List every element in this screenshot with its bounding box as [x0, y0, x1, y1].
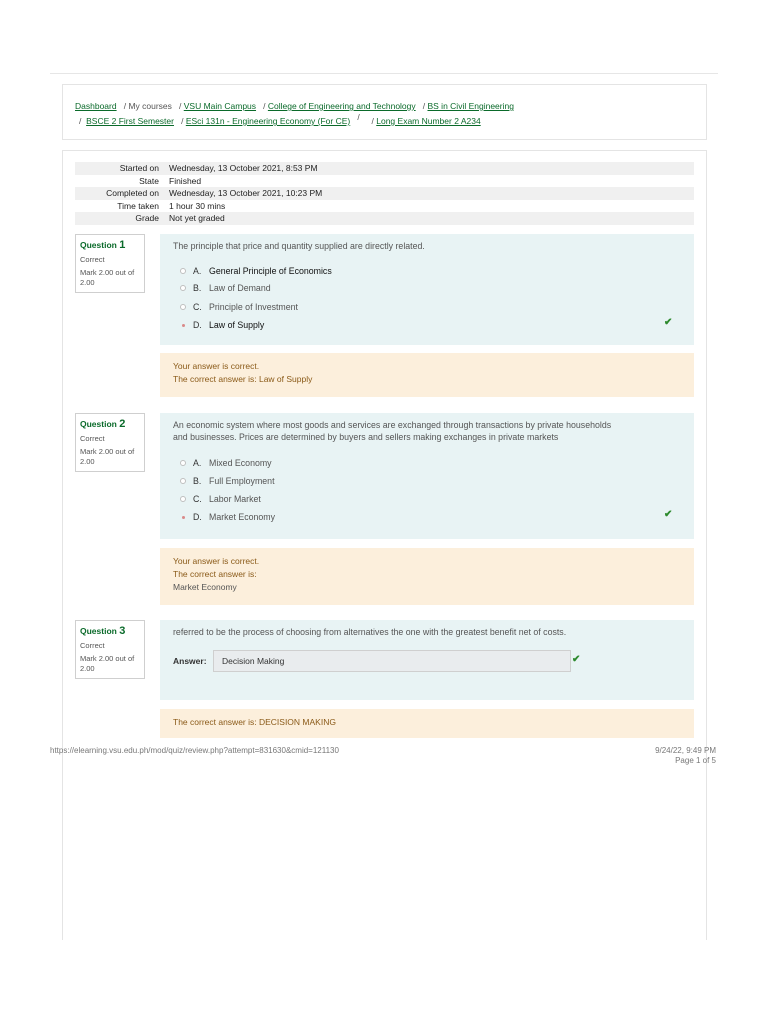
summary-key: Completed on	[106, 188, 159, 198]
option-letter: C.	[193, 302, 202, 312]
answer-label: Answer:	[173, 656, 207, 666]
feedback-correct: Your answer is correct.	[173, 361, 260, 371]
summary-value: Not yet graded	[169, 213, 225, 223]
feedback-correct: Your answer is correct.	[173, 556, 260, 566]
breadcrumb-college[interactable]: College of Engineering and Technology	[267, 101, 416, 111]
question-label: Question	[80, 419, 117, 429]
question-info-1	[75, 234, 145, 293]
attempt-summary-table	[75, 162, 694, 225]
radio-selected-icon[interactable]	[180, 514, 186, 520]
answer-option-a[interactable]	[180, 265, 332, 277]
summary-row	[75, 175, 694, 188]
breadcrumb-row-1	[75, 101, 514, 111]
summary-value: Finished	[169, 175, 202, 186]
question-number: 3	[119, 625, 126, 637]
option-text: Principle of Investment	[209, 302, 298, 312]
question-label: Question	[80, 626, 117, 636]
option-text: Market Economy	[209, 512, 275, 522]
feedback-box-1	[160, 353, 694, 397]
option-text: Labor Market	[209, 494, 261, 504]
breadcrumb-dashboard[interactable]: Dashboard	[75, 101, 117, 111]
breadcrumb-separator: /	[357, 112, 360, 122]
option-text: General Principle of Economics	[209, 266, 332, 276]
question-mark: Mark 2.00 out of 2.00	[80, 268, 135, 287]
breadcrumb-separator: /	[123, 101, 127, 111]
question-info-3	[75, 620, 145, 679]
option-letter: D.	[193, 320, 202, 330]
option-letter: C.	[193, 494, 202, 504]
top-divider	[50, 73, 718, 74]
question-content-2	[160, 413, 694, 539]
breadcrumb-semester[interactable]: BSCE 2 First Semester	[86, 116, 174, 126]
breadcrumb-my-courses: My courses	[128, 101, 172, 111]
question-number-label	[80, 418, 140, 430]
question-content-3	[160, 620, 694, 700]
answer-option-c[interactable]	[180, 301, 298, 313]
breadcrumb-quiz[interactable]: Long Exam Number 2 A234	[376, 116, 481, 126]
summary-value: Wednesday, 13 October 2021, 10:23 PM	[169, 188, 323, 198]
breadcrumb-row-2	[79, 112, 481, 126]
feedback-box-3	[160, 709, 694, 738]
summary-row	[75, 187, 694, 200]
breadcrumb-container	[62, 84, 707, 140]
option-text: Law of Supply	[209, 320, 265, 330]
answer-option-d[interactable]	[180, 319, 264, 331]
question-number-label	[80, 239, 140, 251]
answer-option-b[interactable]	[180, 475, 275, 487]
answer-option-b[interactable]	[180, 282, 271, 294]
breadcrumb-separator: /	[422, 101, 426, 111]
question-number: 2	[119, 418, 126, 430]
breadcrumb-course[interactable]: ESci 131n - Engineering Economy (For CE)	[185, 116, 351, 126]
radio-empty-icon[interactable]	[180, 304, 186, 310]
feedback-right-answer: The correct answer is: DECISION MAKING	[173, 717, 336, 727]
answer-input[interactable]: Decision Making	[213, 650, 571, 672]
check-icon: ✔	[664, 509, 673, 520]
question-state: Correct	[80, 641, 105, 650]
summary-row	[75, 200, 694, 213]
feedback-right-answer: The correct answer is: Law of Supply	[173, 374, 313, 384]
question-text-line: and businesses. Prices are determined by buyers and sellers making exchanges in private markets	[173, 432, 559, 442]
breadcrumb-separator: /	[371, 116, 374, 126]
breadcrumb-separator: /	[179, 101, 182, 111]
print-info	[655, 746, 716, 765]
question-text: The principle that price and quantity supplied are directly related.	[173, 241, 425, 251]
check-icon: ✔	[572, 654, 581, 665]
answer-option-c[interactable]	[180, 493, 261, 505]
feedback-right-answer-value: Market Economy	[173, 582, 237, 592]
summary-key: State	[139, 175, 159, 186]
radio-empty-icon[interactable]	[180, 478, 186, 484]
option-letter: A.	[193, 458, 202, 468]
page-number: Page 1 of 5	[675, 755, 716, 765]
radio-selected-icon[interactable]	[180, 322, 186, 328]
radio-empty-icon[interactable]	[180, 268, 186, 274]
page-url: https://elearning.vsu.edu.ph/mod/quiz/review.php?attempt=831630&cmid=121130	[50, 746, 339, 755]
answer-option-d[interactable]	[180, 511, 275, 523]
option-text: Full Employment	[209, 476, 275, 486]
option-letter: B.	[193, 476, 202, 486]
summary-key: Started on	[119, 163, 159, 173]
print-date: 9/24/22, 9:49 PM	[655, 746, 716, 755]
summary-key: Grade	[135, 213, 159, 223]
feedback-right-answer-label: The correct answer is:	[173, 569, 257, 579]
option-text: Law of Demand	[209, 283, 271, 293]
breadcrumb-separator: /	[263, 101, 266, 111]
question-text: referred to be the process of choosing from alternatives the one with the greatest benefit net of costs.	[173, 627, 567, 637]
feedback-box-2	[160, 548, 694, 605]
question-label: Question	[80, 240, 117, 250]
question-mark: Mark 2.00 out of 2.00	[80, 654, 135, 673]
summary-value: Wednesday, 13 October 2021, 8:53 PM	[169, 163, 318, 173]
radio-empty-icon[interactable]	[180, 460, 186, 466]
summary-row	[75, 162, 694, 175]
option-letter: B.	[193, 283, 202, 293]
question-state: Correct	[80, 255, 105, 264]
question-content-1	[160, 234, 694, 345]
option-letter: D.	[193, 512, 202, 522]
radio-empty-icon[interactable]	[180, 496, 186, 502]
summary-key: Time taken	[117, 200, 159, 211]
answer-option-a[interactable]	[180, 457, 272, 469]
check-icon: ✔	[664, 317, 673, 328]
option-text: Mixed Economy	[209, 458, 272, 468]
breadcrumb-campus[interactable]: VSU Main Campus	[183, 101, 257, 111]
option-letter: A.	[193, 266, 202, 276]
question-state: Correct	[80, 434, 105, 443]
breadcrumb-program[interactable]: BS in Civil Engineering	[427, 101, 514, 111]
radio-empty-icon[interactable]	[180, 285, 186, 291]
summary-value: 1 hour 30 mins	[169, 200, 226, 211]
question-number: 1	[119, 239, 126, 251]
question-text	[173, 419, 611, 443]
question-number-label	[80, 625, 140, 637]
question-text-line: An economic system where most goods and services are exchanged through transactions by private households	[173, 420, 612, 430]
question-info-2	[75, 413, 145, 472]
breadcrumb-separator: /	[79, 116, 82, 126]
question-mark: Mark 2.00 out of 2.00	[80, 447, 135, 466]
breadcrumb-separator: /	[181, 116, 184, 126]
summary-row	[75, 212, 694, 225]
